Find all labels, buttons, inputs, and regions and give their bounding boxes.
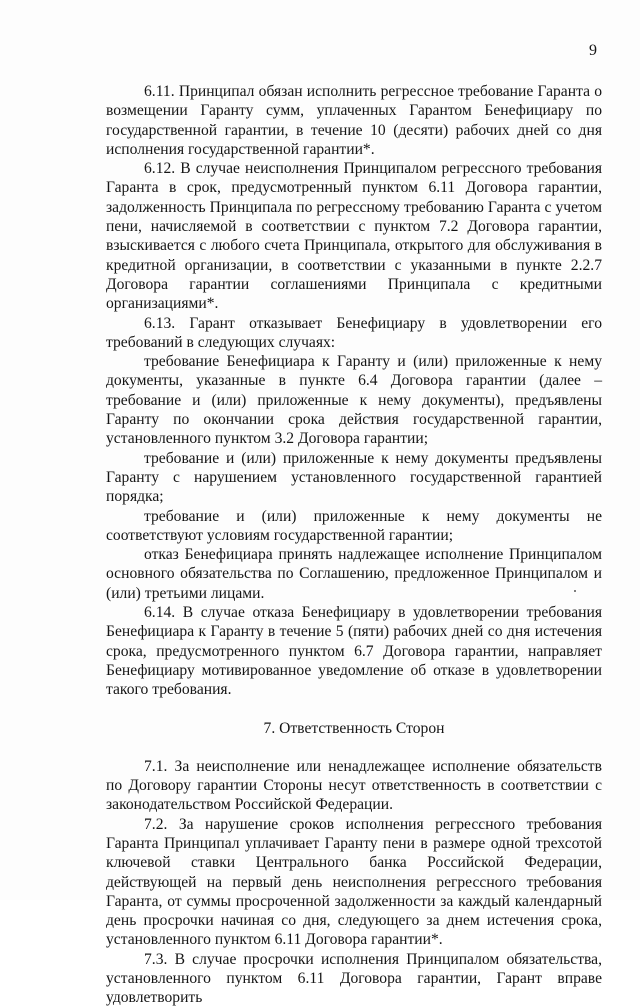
- refusal-case: требование и (или) приложенные к нему документы предъявлены Гаранту с нарушением установленного государственной гарантией порядка;: [106, 449, 602, 506]
- refusal-case: требование и (или) приложенные к нему документы не соответствуют условиям государственной гарантии;: [106, 507, 602, 544]
- paragraph-6-11: 6.11. Принципал обязан исполнить регрессное требование Гаранта о возмещении Гаранту сумм, уплаченных Гарантом Бенефициару по государственной гарантии, в течение 10 (десяти) рабочих дней со дня исполнения государственной гарантии*.: [106, 83, 602, 158]
- paragraph-6-13: 6.13. Гарант отказывает Бенефициару в удовлетворении его требований в следующих случаях:: [106, 314, 602, 351]
- paragraph-6-14: 6.14. В случае отказа Бенефициару в удовлетворении требования Бенефициара к Гаранту в течение 5 (пяти) рабочих дней со дня истечения срока, предусмотренного пунктом 6.7 Договора гарантии, направляет Бенефициару мотивированное уведомление об отказе в удовлетворении такого требования.: [106, 604, 602, 699]
- paragraph-6-12: 6.12. В случае неисполнения Принципалом регрессного требования Гаранта в срок, предусмотренный пунктом 6.11 Договора гарантии, задолженность Принципала по регрессному требованию Гаранта с учетом пени, начисляемой в соответствии с пунктом 7.2 Договора гарантии, взыскивается с любого счета Принципала, открытого для обслуживания в кредитной организации, в соответствии с указанными в пункте 2.2.7 Договора гарантии соглашениями Принципала с кредитными организациями*.: [106, 160, 602, 313]
- scan-artifact-dot: [574, 590, 576, 592]
- section-heading: 7. Ответственность Сторон: [263, 719, 445, 737]
- paragraph-7-3: 7.3. В случае просрочки исполнения Принципалом обязательства, установленного пунктом 6.11 Договора гарантии, Гарант вправе удовлетворить: [106, 950, 602, 1007]
- paragraph-7-1: 7.1. За неисполнение или ненадлежащее исполнение обязательств по Договору гарантии Стороны несут ответственность в соответствии с законодательством Российской Федерации.: [106, 757, 602, 814]
- page-number: 9: [589, 42, 597, 59]
- paragraph-7-2: 7.2. За нарушение сроков исполнения регрессного требования Гаранта Принципал уплачивает Гаранту пени в размере одной трехсотой ключевой ставки Центрального банка Российской Федерации, действующей на первый день неисполнения регрессного требования Гаранта, от суммы просроченной задолженности за каждый календарный день просрочки начиная со дня, следующего за днем истечения срока, установленного пунктом 6.11 Договора гарантии*.: [106, 815, 602, 949]
- refusal-case: отказ Бенефициара принять надлежащее исполнение Принципалом основного обязательства по Соглашению, предложенное Принципалом и (или) третьими лицами.: [106, 546, 602, 602]
- refusal-case: требование Бенефициара к Гаранту и (или) приложенные к нему документы, указанные в пункте 6.4 Договора гарантии (далее – требование и (или) приложенные к нему документы), предъявлены Гаранту по окончании срока действия государственной гарантии, установленного пунктом 3.2 Договора гарантии;: [106, 353, 602, 448]
- document-body: [106, 82, 602, 1008]
